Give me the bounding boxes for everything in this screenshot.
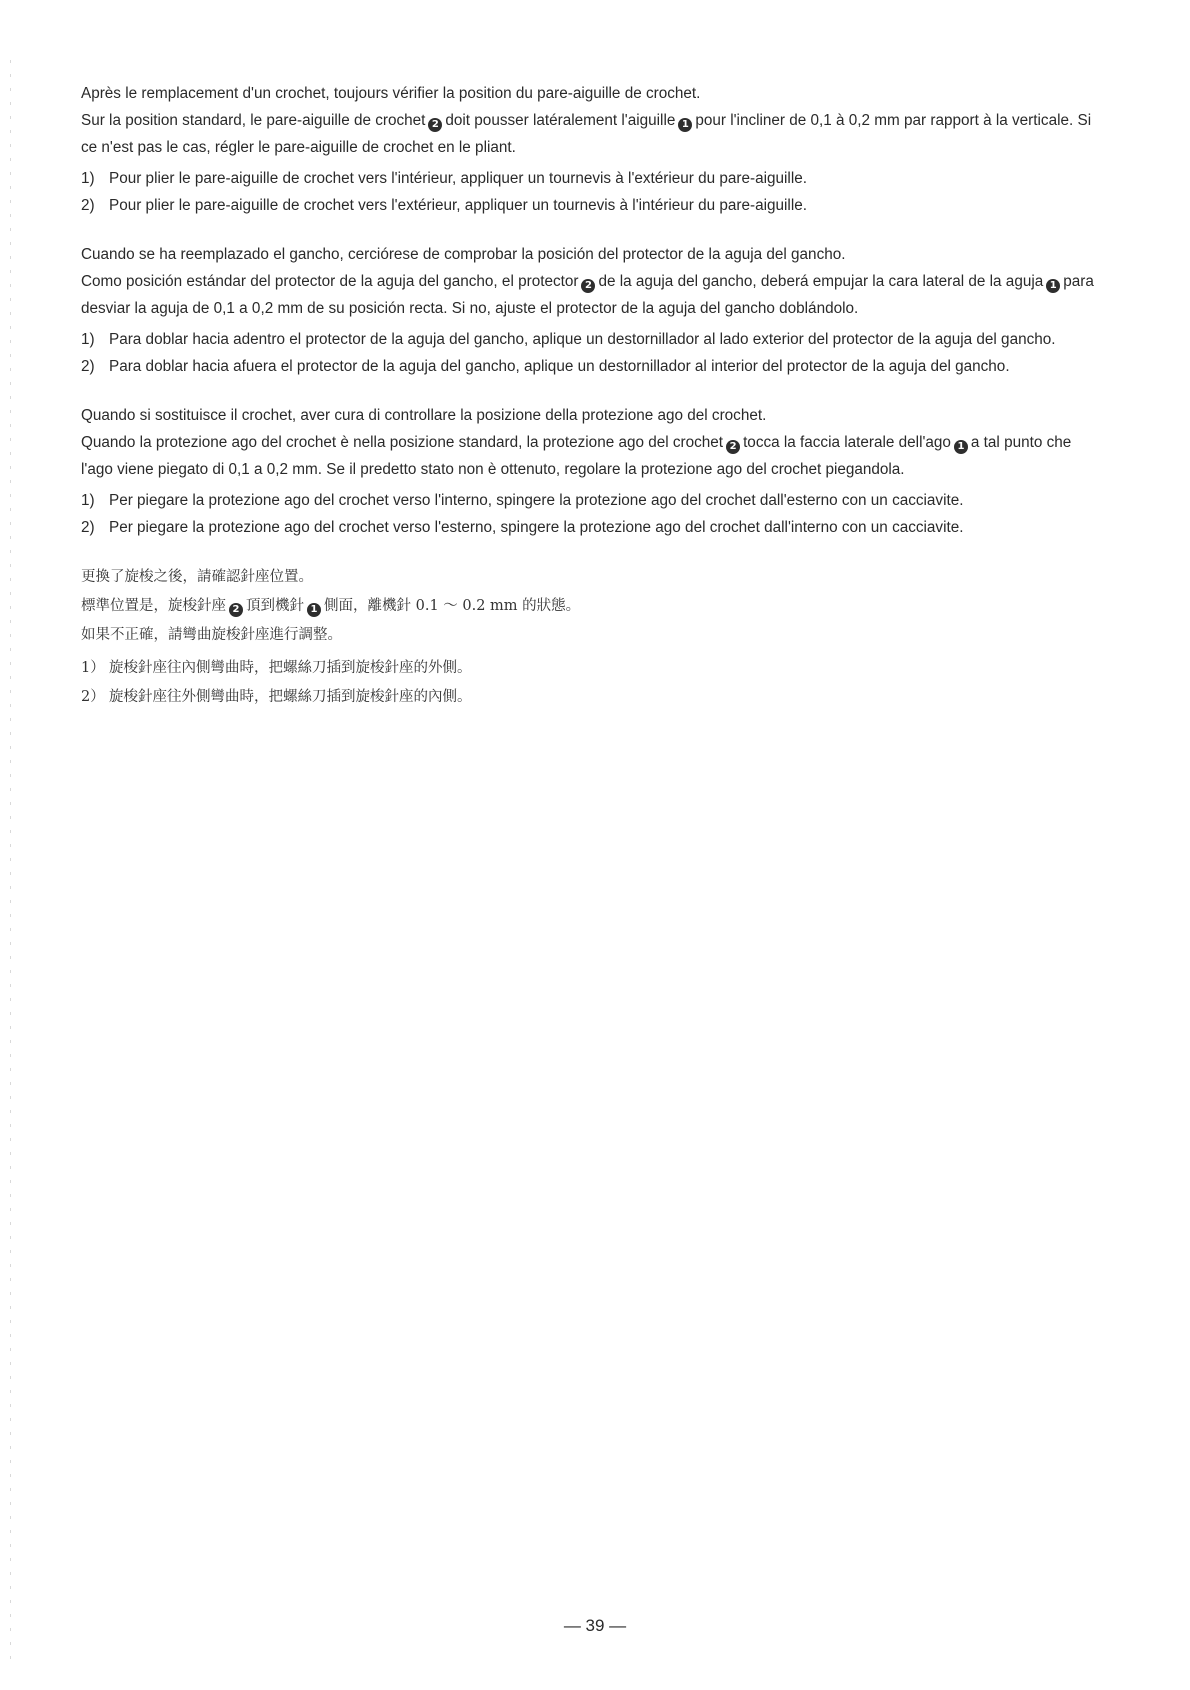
step-text: Per piegare la protezione ago del crochet verso l'interno, spingere la protezione ago del crochet dall'esterno con un cacciavite. [109,492,964,509]
step-text: Pour plier le pare-aiguille de crochet vers l'intérieur, appliquer un tournevis à l'extérieur du pare-aiguille. [109,170,807,187]
spanish-p2-part-a: Como posición estándar del protector de la aguja del gancho, el protector [81,273,579,290]
chinese-intro: 更換了旋梭之後，請確認針座位置。 [81,569,313,585]
page-content [81,80,1096,734]
spanish-intro: Cuando se ha reemplazado el gancho, cerciórese de comprobar la posición del protector de la aguja del gancho. [81,246,846,263]
spanish-steps [81,326,1096,380]
list-item [81,514,1096,541]
french-section [81,80,1096,219]
list-item [81,654,1096,683]
list-item [81,165,1096,192]
italian-section [81,402,1096,541]
marker-1-icon: 1 [307,603,321,617]
italian-p2-part-b: tocca la faccia laterale dell'ago [743,434,951,451]
list-item [81,326,1096,353]
step-text: 旋梭針座往外側彎曲時，把螺絲刀插到旋梭針座的內側。 [109,689,472,705]
marker-2-icon: 2 [229,603,243,617]
page-number: — 39 — [563,1616,627,1635]
step-text: 旋梭針座往內側彎曲時，把螺絲刀插到旋梭針座的外側。 [109,660,472,676]
italian-intro: Quando si sostituisce il crochet, aver cura di controllare la posizione della protezione ago del crochet. [81,407,767,424]
list-item [81,683,1096,712]
french-p2-part-b: doit pousser latéralement l'aiguille [445,112,676,129]
spanish-standard-position [81,268,1096,322]
step-text: Para doblar hacia adentro el protector de la aguja del gancho, aplique un destornillador al lado exterior del protector de la aguja del gancho. [109,331,1056,348]
chinese-section [81,563,1096,712]
step-number: 2) [81,197,95,214]
step-number: 2) [81,519,95,536]
step-number: 1) [81,492,95,509]
step-number: 2) [81,358,95,375]
italian-p2-part-c: a tal punto che l'ago viene piegato di 0,1 a 0,2 mm. Se il predetto stato non è ottenuto, regolare la protezione ago del crochet piegandola. [81,434,1072,478]
chinese-standard-position [81,592,1096,621]
spanish-section [81,241,1096,380]
french-intro: Après le remplacement d'un crochet, toujours vérifier la position du pare-aiguille de crochet. [81,85,701,102]
italian-steps [81,487,1096,541]
step-text: Pour plier le pare-aiguille de crochet vers l'extérieur, appliquer un tournevis à l'intérieur du pare-aiguille. [109,197,807,214]
chinese-steps [81,654,1096,712]
french-p2-part-c: pour l'incliner de 0,1 à 0,2 mm par rapport à la verticale. Si ce n'est pas le cas, régler le pare-aiguille de crochet en le pliant. [81,112,1092,156]
list-item [81,192,1096,219]
french-steps [81,165,1096,219]
marker-2-icon: 2 [428,118,442,132]
spanish-p2-part-c: para desviar la aguja de 0,1 a 0,2 mm de su posición recta. Si no, ajuste el protector de la aguja del gancho doblándolo. [81,273,1094,317]
step-number: 1) [81,170,95,187]
french-standard-position [81,107,1096,161]
marker-2-icon: 2 [726,440,740,454]
step-number: 1) [81,331,95,348]
italian-standard-position [81,429,1096,483]
marker-1-icon: 1 [954,440,968,454]
chinese-p2-part-a: 標準位置是，旋梭針座 [81,598,226,614]
marker-1-icon: 1 [678,118,692,132]
marker-1-icon: 1 [1046,279,1060,293]
step-number: 2） [81,689,105,705]
spanish-p2-part-b: de la aguja del gancho, deberá empujar la cara lateral de la aguja [598,273,1044,290]
list-item [81,353,1096,380]
step-number: 1） [81,660,105,676]
french-p2-part-a: Sur la position standard, le pare-aiguille de crochet [81,112,426,129]
step-text: Per piegare la protezione ago del crochet verso l'esterno, spingere la protezione ago del crochet dall'interno con un cacciavite. [109,519,964,536]
marker-2-icon: 2 [581,279,595,293]
step-text: Para doblar hacia afuera el protector de la aguja del gancho, aplique un destornillador al interior del protector de la aguja del gancho. [109,358,1010,375]
list-item [81,487,1096,514]
italian-p2-part-a: Quando la protezione ago del crochet è nella posizione standard, la protezione ago del crochet [81,434,724,451]
binding-edge-marks [10,60,11,1660]
chinese-p2-part-b: 頂到機針 [246,598,304,614]
chinese-adjust-note: 如果不正確，請彎曲旋梭針座進行調整。 [81,627,342,643]
chinese-p2-part-c: 側面，離機針 0.1 ～ 0.2 mm 的狀態。 [324,598,581,614]
